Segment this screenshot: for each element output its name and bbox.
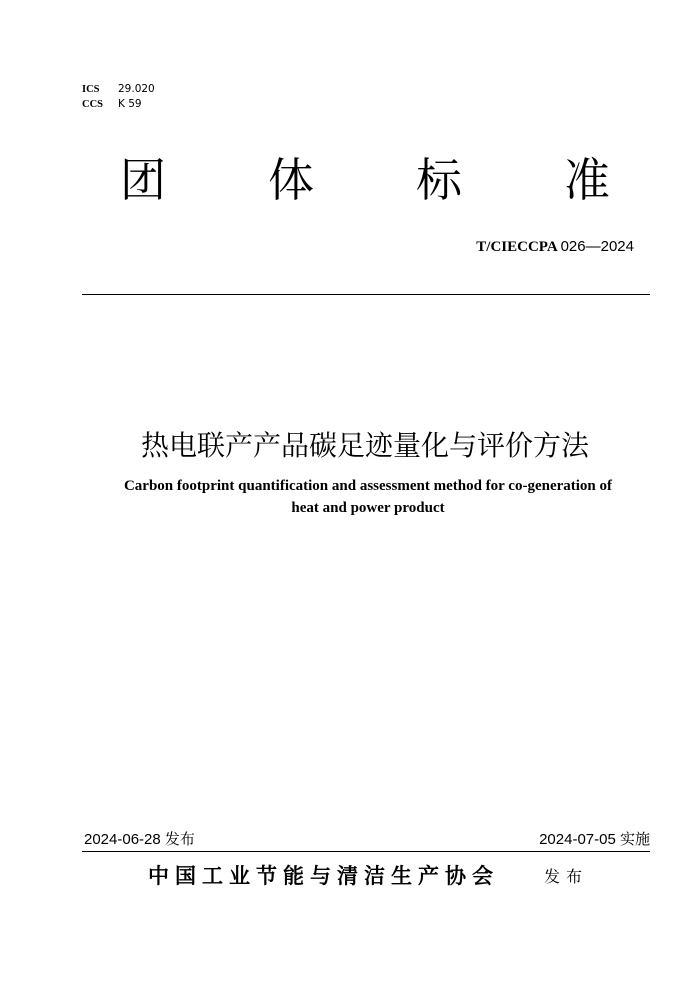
issue-date: 2024-06-28 发布 bbox=[84, 831, 195, 848]
title-english bbox=[88, 475, 648, 519]
standard-number bbox=[476, 238, 634, 256]
publisher-suffix: 发布 bbox=[544, 867, 589, 886]
standard-type-char: 标 bbox=[416, 153, 462, 207]
standard-type-heading bbox=[120, 150, 610, 210]
ccs-label: CCS bbox=[82, 99, 104, 110]
title-english-line-1: Carbon footprint quantification and assessment method for co-generation of bbox=[123, 478, 613, 494]
implementation-date: 2024-07-05 实施 bbox=[539, 831, 650, 848]
standard-number-value: 026—2024 bbox=[560, 238, 634, 255]
title-english-line-2: heat and power product bbox=[291, 500, 445, 516]
publisher-name: 中国工业节能与清洁生产协会 bbox=[148, 863, 499, 888]
ccs-value: K 59 bbox=[118, 98, 142, 110]
ics-label: ICS bbox=[82, 84, 100, 95]
standard-type-char: 准 bbox=[564, 153, 610, 207]
ics-value: 29.020 bbox=[118, 83, 155, 95]
standard-type-char: 体 bbox=[268, 153, 314, 207]
title-chinese: 热电联产产品碳足迹量化与评价方法 bbox=[140, 429, 589, 462]
standard-number-prefix: T/CIECCPA bbox=[476, 239, 557, 255]
standard-type-char: 团 bbox=[120, 153, 166, 207]
ccs-row bbox=[82, 97, 155, 112]
ics-row bbox=[82, 82, 155, 97]
top-divider bbox=[82, 294, 650, 295]
bottom-divider bbox=[82, 851, 650, 852]
classification-codes bbox=[82, 82, 155, 112]
